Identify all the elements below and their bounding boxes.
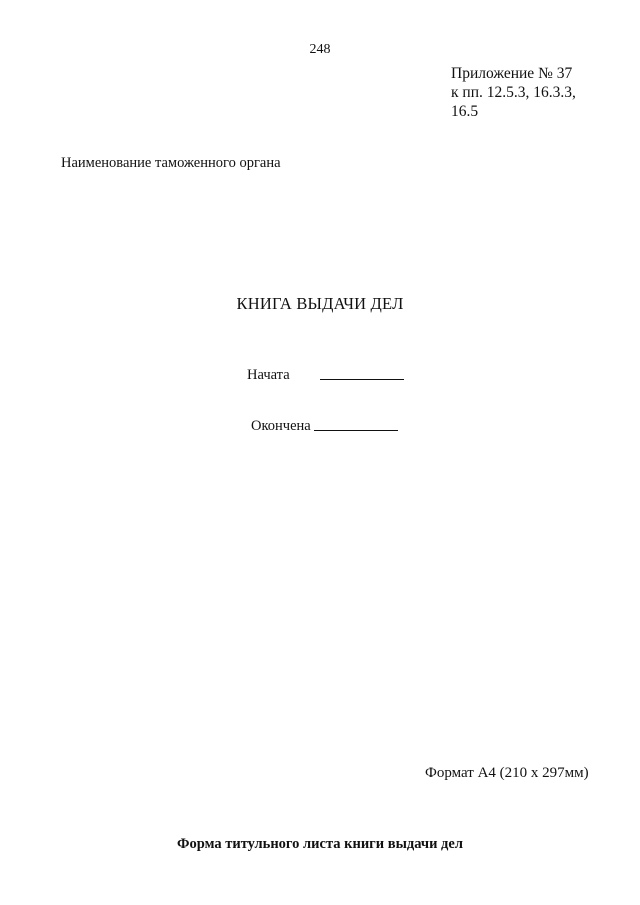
- finished-field: [251, 418, 398, 435]
- started-blank-line: [320, 378, 404, 380]
- appendix-line-2: к пп. 12.5.3, 16.3.3,: [451, 84, 576, 101]
- book-title: КНИГА ВЫДАЧИ ДЕЛ: [236, 294, 404, 313]
- finished-label: Окончена: [251, 418, 311, 434]
- customs-authority-label: Наименование таможенного органа: [61, 155, 281, 171]
- finished-blank-line: [314, 429, 398, 431]
- started-label: Начата: [247, 367, 290, 383]
- format-note: Формат А4 (210 х 297мм): [425, 765, 589, 781]
- appendix-reference: [451, 64, 576, 121]
- appendix-line-1: Приложение № 37: [451, 65, 573, 82]
- form-caption: Форма титульного листа книги выдачи дел: [177, 836, 463, 852]
- page-number: 248: [309, 42, 331, 57]
- started-field: [247, 367, 404, 384]
- appendix-line-3: 16.5: [451, 103, 479, 120]
